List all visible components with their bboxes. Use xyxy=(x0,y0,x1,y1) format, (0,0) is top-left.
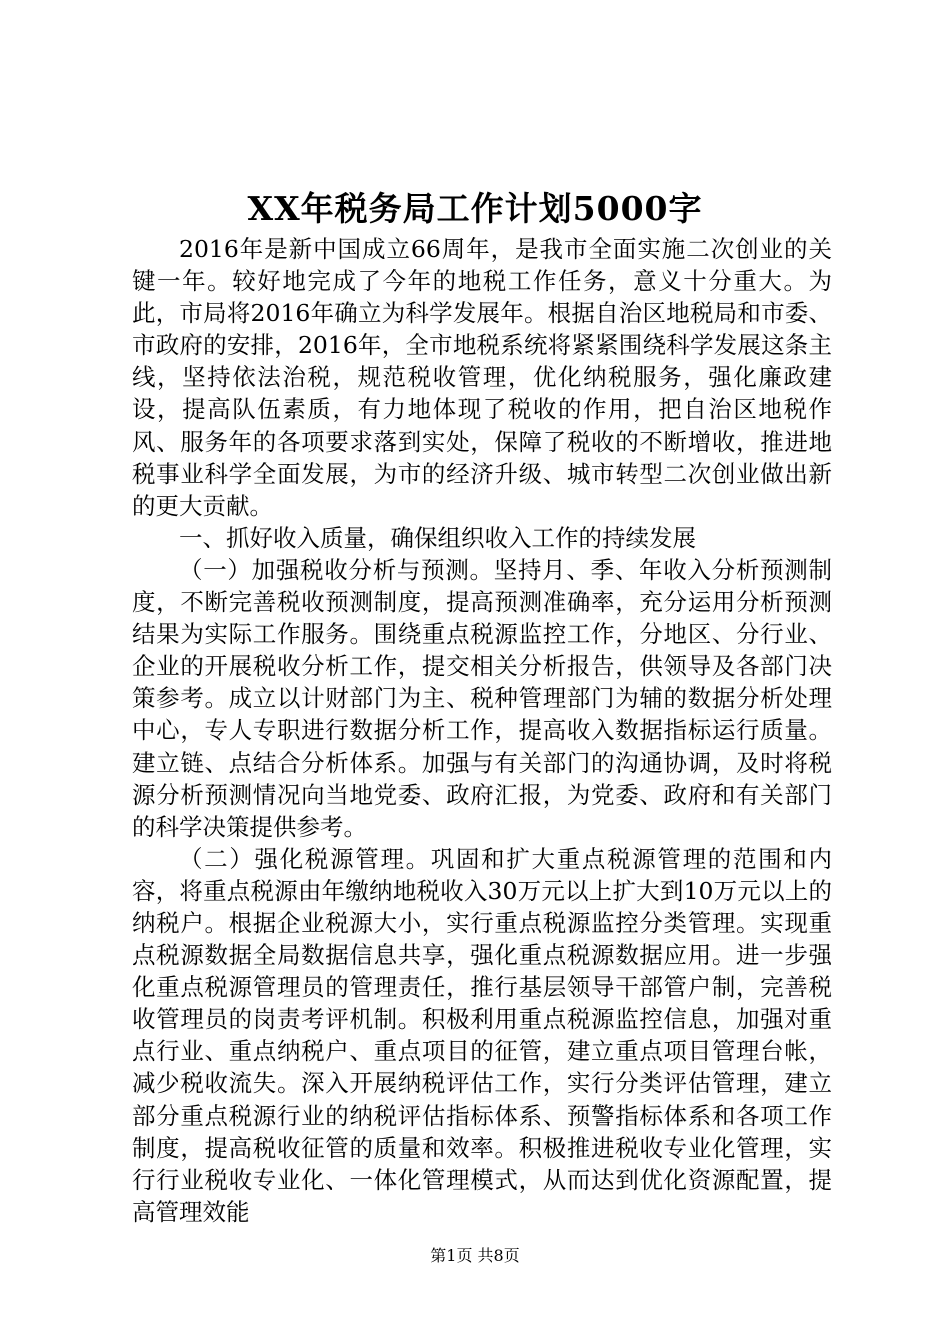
document-body xyxy=(132,233,832,1228)
paragraph-item-1: （一）加强税收分析与预测。坚持月、季、年收入分析预测制度，不断完善税收预测制度，提高预测准确率，充分运用分析预测结果为实际工作服务。围绕重点税源监控工作，分地区、分行业、企业的开展税收分析工作，提交相关分析报告，供领导及各部门决策参考。成立以计财部门为主、税种管理部门为辅的数据分析处理中心，专人专职进行数据分析工作，提高收入数据指标运行质量。建立链、点结合分析体系。加强与有关部门的沟通协调，及时将税源分析预测情况向当地党委、政府汇报，为党委、政府和有关部门的科学决策提供参考。 xyxy=(132,555,832,841)
paragraph-item-2: （二）强化税源管理。巩固和扩大重点税源管理的范围和内容，将重点税源由年缴纳地税收入30万元以上扩大到10万元以上的纳税户。根据企业税源大小，实行重点税源监控分类管理。实现重点税源数据全局数据信息共享，强化重点税源数据应用。进一步强化重点税源管理员的管理责任，推行基层领导干部管户制，完善税收管理员的岗责考评机制。积极利用重点税源监控信息，加强对重点行业、重点纳税户、重点项目的征管，建立重点项目管理台帐，减少税收流失。深入开展纳税评估工作，实行分类评估管理，建立部分重点税源行业的纳税评估指标体系、预警指标体系和各项工作制度，提高税收征管的质量和效率。积极推进税收专业化管理，实行行业税收专业化、一体化管理模式，从而达到优化资源配置，提高管理效能 xyxy=(132,844,832,1226)
paragraph-intro: 2016年是新中国成立66周年，是我市全面实施二次创业的关键一年。较好地完成了今年的地税工作任务，意义十分重大。为此，市局将2016年确立为科学发展年。根据自治区地税局和市委、市政府的安排，2016年，全市地税系统将紧紧围绕科学发展这条主线，坚持依法治税，规范税收管理，优化纳税服务，强化廉政建设，提高队伍素质，有力地体现了税收的作用，把自治区地税作风、服务年的各项要求落到实处，保障了税收的不断增收，推进地税事业科学全面发展，为市的经济升级、城市转型二次创业做出新的更大贡献。 xyxy=(132,235,832,520)
page-footer: 第1页 共8页 xyxy=(430,1246,520,1265)
page-title: XX年税务局工作计划5000字 xyxy=(247,189,703,228)
section-heading: 一、抓好收入质量，确保组织收入工作的持续发展 xyxy=(179,523,696,552)
